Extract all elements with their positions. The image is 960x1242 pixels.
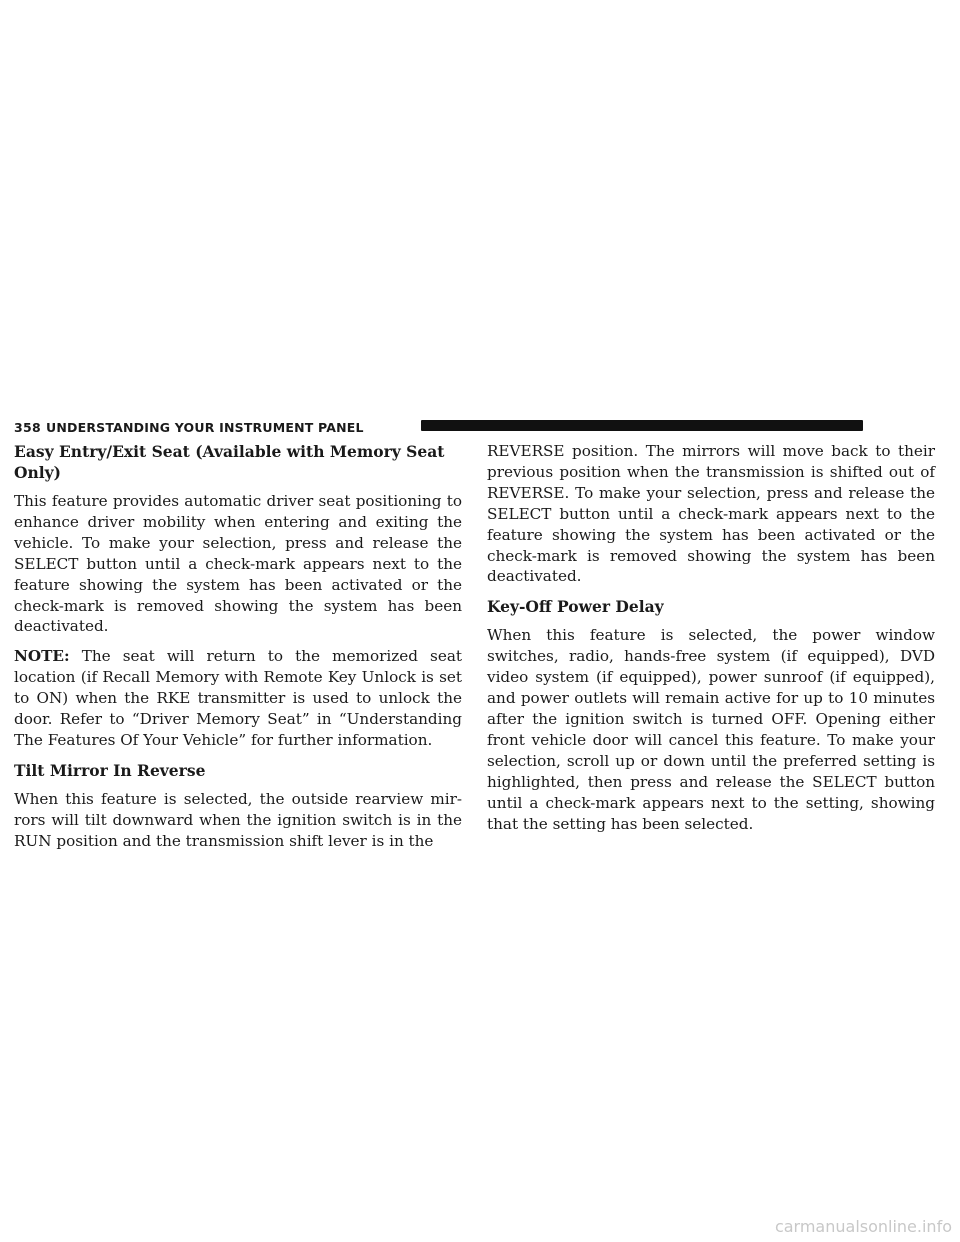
right-column [487,441,935,843]
key-off-heading: Key-Off Power Delay [487,597,664,617]
easy-entry-heading: Easy Entry/Exit Seat (Available with Memory Seat Only) [14,442,445,482]
left-column [14,441,462,861]
key-off-body: When this feature is selected, the power window switches, radio, hands-free system (if equipped), DVD video system (if equipped), power sunroof (if equipped), and power outlets will remain active for up to 10 minutes after the ignition switch is turned OFF. Opening either front vehicle door will cancel this feature. To make your selection, scroll up or down until the preferred setting is highlighted, then press and release the SELECT button until a check-mark appears next to the setting, showing that the setting has been selected. [487,626,935,833]
easy-entry-body: This feature provides automatic driver seat positioning to enhance driver mobility when entering and exiting the vehicle. To make your selection, press and release the SELECT button until a check-mark appears next to the feature showing the system has been activated or the check-mark is removed showing the system has been deactivated. [14,492,462,636]
tilt-mirror-body: When this feature is selected, the outside rearview mir-rors will tilt downward when the ignition switch is in the RUN position and the transmission shift lever is in the [14,789,462,850]
tilt-mirror-heading: Tilt Mirror In Reverse [14,760,206,780]
page-number: 358 [14,420,41,435]
page-header [0,417,870,437]
note-paragraph [14,646,462,751]
watermark: carmanualsonline.info [774,1217,952,1236]
header-rule-bar [421,420,863,431]
section-title: UNDERSTANDING YOUR INSTRUMENT PANEL [46,420,364,435]
note-label: NOTE: [14,647,70,666]
tilt-mirror-continued: REVERSE position. The mirrors will move back to their previous position when the transmission is shifted out of REVERSE. To make your selection, press and release the SELECT button until a check-mark appears next to the feature showing the system has been activated or the check-mark is removed showing the system has been deactivated. [487,442,935,586]
note-text: The seat will return to the memorized seat location (if Recall Memory with Remote Key Unlock is set to ON) when the RKE transmitter is used to unlock the door. Refer to “Driver Memory Seat” in “Understanding The Features Of Your Vehicle” for further information. [14,647,462,749]
